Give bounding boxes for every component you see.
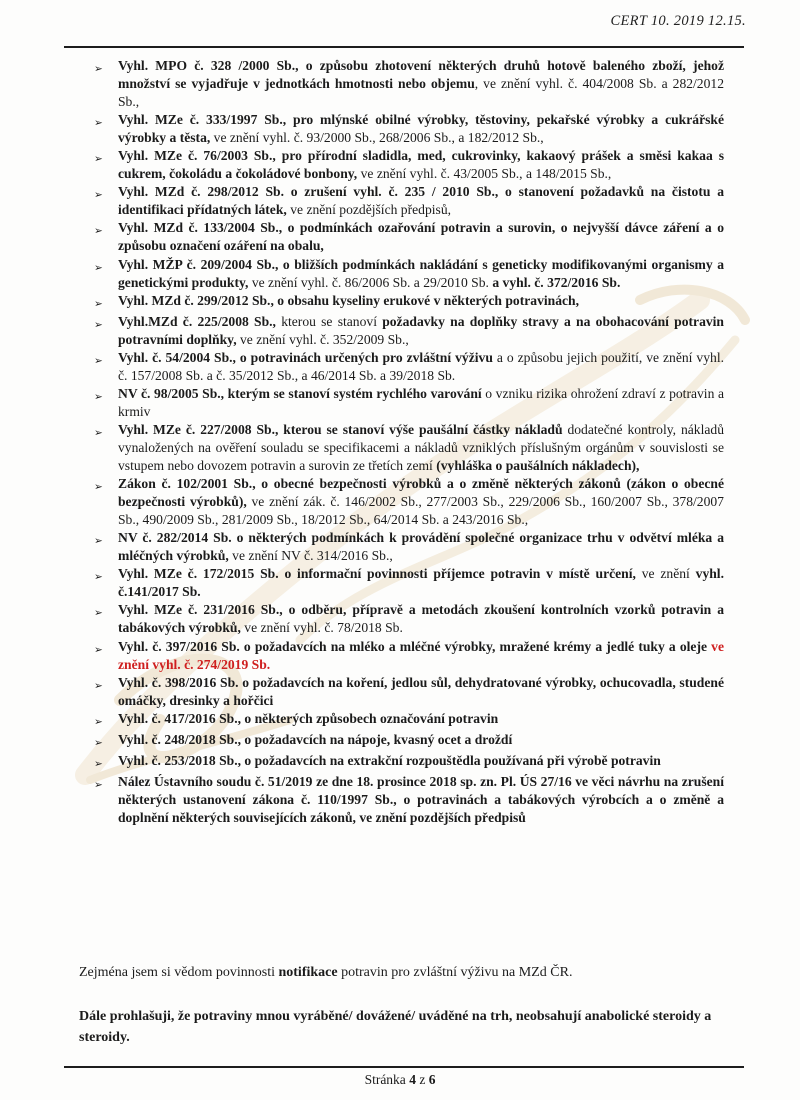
text-segment: ve znění vyhl. č. 274/2019 Sb. [118, 638, 724, 672]
text-segment: Vyhl. č. 417/2016 Sb., o některých způsobech označování potravin [118, 710, 499, 726]
regulation-item [94, 57, 724, 111]
regulation-item [94, 529, 724, 565]
regulation-text [118, 475, 724, 529]
regulation-item [94, 565, 724, 601]
footer-rule [64, 1066, 744, 1068]
text-segment: Zejména jsem si vědom povinnosti [79, 965, 279, 980]
text-segment: Vyhl. č. 54/2004 Sb., o potravinách určených pro zvláštní výživu [118, 349, 497, 365]
regulation-text [118, 710, 724, 731]
text-segment: ve znění [635, 566, 696, 582]
regulation-item [94, 674, 724, 710]
list-bullet-icon: ➢ [94, 117, 103, 130]
regulation-item [94, 313, 724, 349]
list-bullet-icon: ➢ [94, 153, 103, 166]
regulation-text [118, 57, 724, 111]
text-segment: ve znění vyhl. č. 352/2009 Sb., [236, 331, 409, 347]
text-segment: Vyhl. MZd č. 298/2012 Sb. o zrušení vyhl. č. 235 / 2010 Sb., o stanovení požadavků na čistotu a identifikaci přídatných látek, [118, 184, 724, 218]
text-segment: ve znění vyhl. č. 86/2006 Sb. a 29/2010 Sb. [248, 274, 493, 290]
text-segment: Vyhl. MZe č. 333/1997 Sb., pro mlýnské obilné výrobky, těstoviny, pekařské výrobky a cukrářské výrobky a těsta, [118, 112, 724, 146]
regulation-text [118, 385, 724, 421]
text-segment: ve znění pozdějších předpisů, [286, 202, 452, 218]
regulation-item [94, 601, 724, 637]
list-bullet-icon: ➢ [94, 757, 103, 770]
text-segment: notifikace [278, 965, 338, 980]
text-segment: Vyhl. MZe č. 227/2008 Sb., kterou se stanoví výše paušální částky nákladů [118, 421, 568, 437]
header-stamp: CERT 10. 2019 12.15. [610, 13, 746, 29]
list-bullet-icon: ➢ [94, 679, 103, 692]
text-segment: ve znění zák. č. 146/2002 Sb., 277/2003 Sb., 229/2006 Sb., 160/2007 Sb., 378/2007 Sb., 490/2009 Sb., 281/2009 Sb., 18/2012 Sb., 64/2014 Sb. a 243/2016 Sb., [118, 494, 724, 528]
text-segment: požadavky na doplňky stravy a na obohacování potravin potravními doplňky, [118, 313, 724, 347]
regulation-item [94, 292, 724, 313]
text-segment: ve znění vyhl. č. 78/2018 Sb. [240, 620, 403, 636]
text-segment: Vyhl. č. 397/2016 Sb. o požadavcích na mléko a mléčné výrobky, mražené krémy a jedlé tuky a oleje [118, 638, 712, 654]
regulation-item [94, 475, 724, 529]
regulation-item [94, 385, 724, 421]
regulation-item [94, 421, 724, 475]
regulation-item [94, 183, 724, 219]
regulation-text [118, 565, 724, 601]
regulation-text [118, 147, 724, 183]
text-segment: Vyhl.MZd č. 225/2008 Sb., [118, 313, 282, 329]
regulation-text [118, 183, 724, 219]
text-segment: potravin pro zvláštní výživu na MZd ČR. [337, 965, 573, 980]
list-bullet-icon: ➢ [94, 643, 103, 656]
text-segment: NV č. 282/2014 Sb. o některých podmínkách k provádění společné organizace trhu v odvětví mléka a mléčných výrobků, [118, 530, 724, 564]
regulation-list-container [94, 57, 724, 827]
list-bullet-icon: ➢ [94, 571, 103, 584]
list-bullet-icon: ➢ [94, 481, 103, 494]
list-bullet-icon: ➢ [94, 261, 103, 274]
text-segment: o vzniku rizika ohrožení zdraví z potravin a krmiv [118, 385, 724, 419]
regulation-item [94, 219, 724, 255]
regulation-text [118, 731, 724, 752]
notification-paragraph [79, 962, 735, 983]
list-bullet-icon: ➢ [94, 318, 103, 331]
text-segment: Dále prohlašuji, že potraviny mnou vyráběné/ dovážené/ uváděné na trh, neobsahují anabolické steroidy a steroidy. [79, 1009, 712, 1045]
text-segment: (vyhláška o paušálních nákladech), [436, 458, 640, 474]
text-segment: Nález Ústavního soudu č. 51/2019 ze dne 18. prosince 2018 sp. zn. Pl. ÚS 27/16 ve věci návrhu na zrušení některých ustanovení zákona č. 110/1997 Sb., o potravinách a tabákových výrobcích a o změně a doplnění některých souvisejících zákonů, ve znění pozdějších předpisů [118, 773, 724, 825]
list-bullet-icon: ➢ [94, 297, 103, 310]
text-segment: 4 [409, 1072, 416, 1087]
regulation-item [94, 147, 724, 183]
text-segment: Vyhl. MZe č. 76/2003 Sb., pro přírodní sladidla, med, cukrovinky, kakaový prášek a směsi kakaa s cukrem, čokoládu a čokoládové bonbony, [118, 148, 724, 182]
text-segment: Vyhl. MZd č. 299/2012 Sb., o obsahu kyseliny erukové v některých potravinách, [118, 292, 579, 308]
regulation-text [118, 111, 724, 147]
regulation-text [118, 773, 724, 827]
text-segment: NV č. 98/2005 Sb., kterým se stanoví systém rychlého varování [118, 385, 486, 401]
text-segment: Vyhl. MZd č. 133/2004 Sb., o podmínkách ozařování potravin a surovin, o nejvyšší dávce záření a o způsobu označení ozáření na obalu, [118, 220, 724, 254]
regulation-item [94, 111, 724, 147]
list-bullet-icon: ➢ [94, 354, 103, 367]
regulation-text [118, 638, 724, 674]
text-segment: a vyhl. č. 372/2016 Sb. [492, 274, 621, 290]
text-segment: kterou se stanoví [281, 313, 383, 329]
regulation-item [94, 349, 724, 385]
text-segment: a o způsobu jejich použití, ve znění vyhl. č. 157/2008 Sb. a č. 35/2012 Sb., a 46/2014 Sb. a 39/2018 Sb. [118, 349, 724, 383]
list-bullet-icon: ➢ [94, 778, 103, 791]
text-segment: vyhl. č.141/2017 Sb. [118, 566, 724, 600]
regulation-item [94, 773, 724, 827]
text-segment: ve znění NV č. 314/2016 Sb., [228, 548, 393, 564]
list-bullet-icon: ➢ [94, 390, 103, 403]
regulation-text [118, 219, 724, 255]
text-segment: dodatečné kontroly, nákladů vynaložených na ověření souladu se specifikacemi a nákladů vzniklých příslušným orgánům v souvislosti se vstupem nebo dovozem potravin a surovin ze třetích zemí [118, 421, 724, 474]
top-rule [64, 46, 744, 48]
text-segment: z [415, 1072, 429, 1087]
list-bullet-icon: ➢ [94, 225, 103, 238]
list-bullet-icon: ➢ [94, 189, 103, 202]
list-bullet-icon: ➢ [94, 63, 103, 75]
regulation-item [94, 752, 724, 773]
text-segment: ve znění vyhl. č. 93/2000 Sb., 268/2006 Sb., a 182/2012 Sb., [210, 130, 544, 146]
regulation-text [118, 421, 724, 475]
regulation-item [94, 256, 724, 292]
regulation-text [118, 601, 724, 637]
text-segment: 6 [428, 1072, 436, 1087]
regulation-item [94, 638, 724, 674]
regulation-text [118, 292, 724, 313]
text-segment: Vyhl. MŽP č. 209/2004 Sb., o bližších podmínkách nakládání s geneticky modifikovanými organismy a genetickými produkty, [118, 256, 724, 290]
regulation-text [118, 674, 724, 710]
regulation-text [118, 529, 724, 565]
regulation-list [94, 57, 724, 827]
text-segment: Vyhl. č. 398/2016 Sb. o požadavcích na koření, jedlou sůl, dehydratované výrobky, ochucovadla, studené omáčky, dresinky a hořčici [118, 674, 724, 708]
regulation-text [118, 313, 724, 349]
text-segment: , ve znění vyhl. č. 404/2008 Sb. a 282/2012 Sb., [118, 76, 724, 110]
text-segment: Vyhl. č. 253/2018 Sb., o požadavcích na extrakční rozpouštědla používaná při výrobě potravin [118, 752, 661, 768]
text-segment: Stránka [364, 1072, 410, 1087]
list-bullet-icon: ➢ [94, 607, 103, 620]
regulation-item [94, 731, 724, 752]
page-number [0, 1072, 800, 1088]
declaration-paragraph [79, 1006, 735, 1048]
text-segment: Vyhl. MPO č. 328 /2000 Sb., o způsobu zhotovení některých druhů hotově baleného zboží, jehož množství se vyjadřuje v jednotkách hmotnosti nebo objemu [118, 58, 724, 92]
regulation-item [94, 710, 724, 731]
regulation-text [118, 349, 724, 385]
text-segment: ve znění vyhl. č. 43/2005 Sb., a 148/2015 Sb., [357, 166, 612, 182]
text-segment: Vyhl. č. 248/2018 Sb., o požadavcích na nápoje, kvasný ocet a droždí [118, 731, 513, 747]
list-bullet-icon: ➢ [94, 535, 103, 548]
regulation-text [118, 752, 724, 773]
text-segment: Zákon č. 102/2001 Sb., o obecné bezpečnosti výrobků a o změně některých zákonů (zákon o obecné bezpečnosti výrobků), [118, 476, 724, 510]
list-bullet-icon: ➢ [94, 736, 103, 749]
list-bullet-icon: ➢ [94, 426, 103, 439]
text-segment: Vyhl. MZe č. 231/2016 Sb., o odběru, přípravě a metodách zkoušení kontrolních vzorků potravin a tabákových výrobků, [118, 602, 724, 636]
list-bullet-icon: ➢ [94, 715, 103, 728]
regulation-text [118, 256, 724, 292]
text-segment: Vyhl. MZe č. 172/2015 Sb. o informační povinnosti příjemce potravin v místě určení, [118, 566, 636, 582]
